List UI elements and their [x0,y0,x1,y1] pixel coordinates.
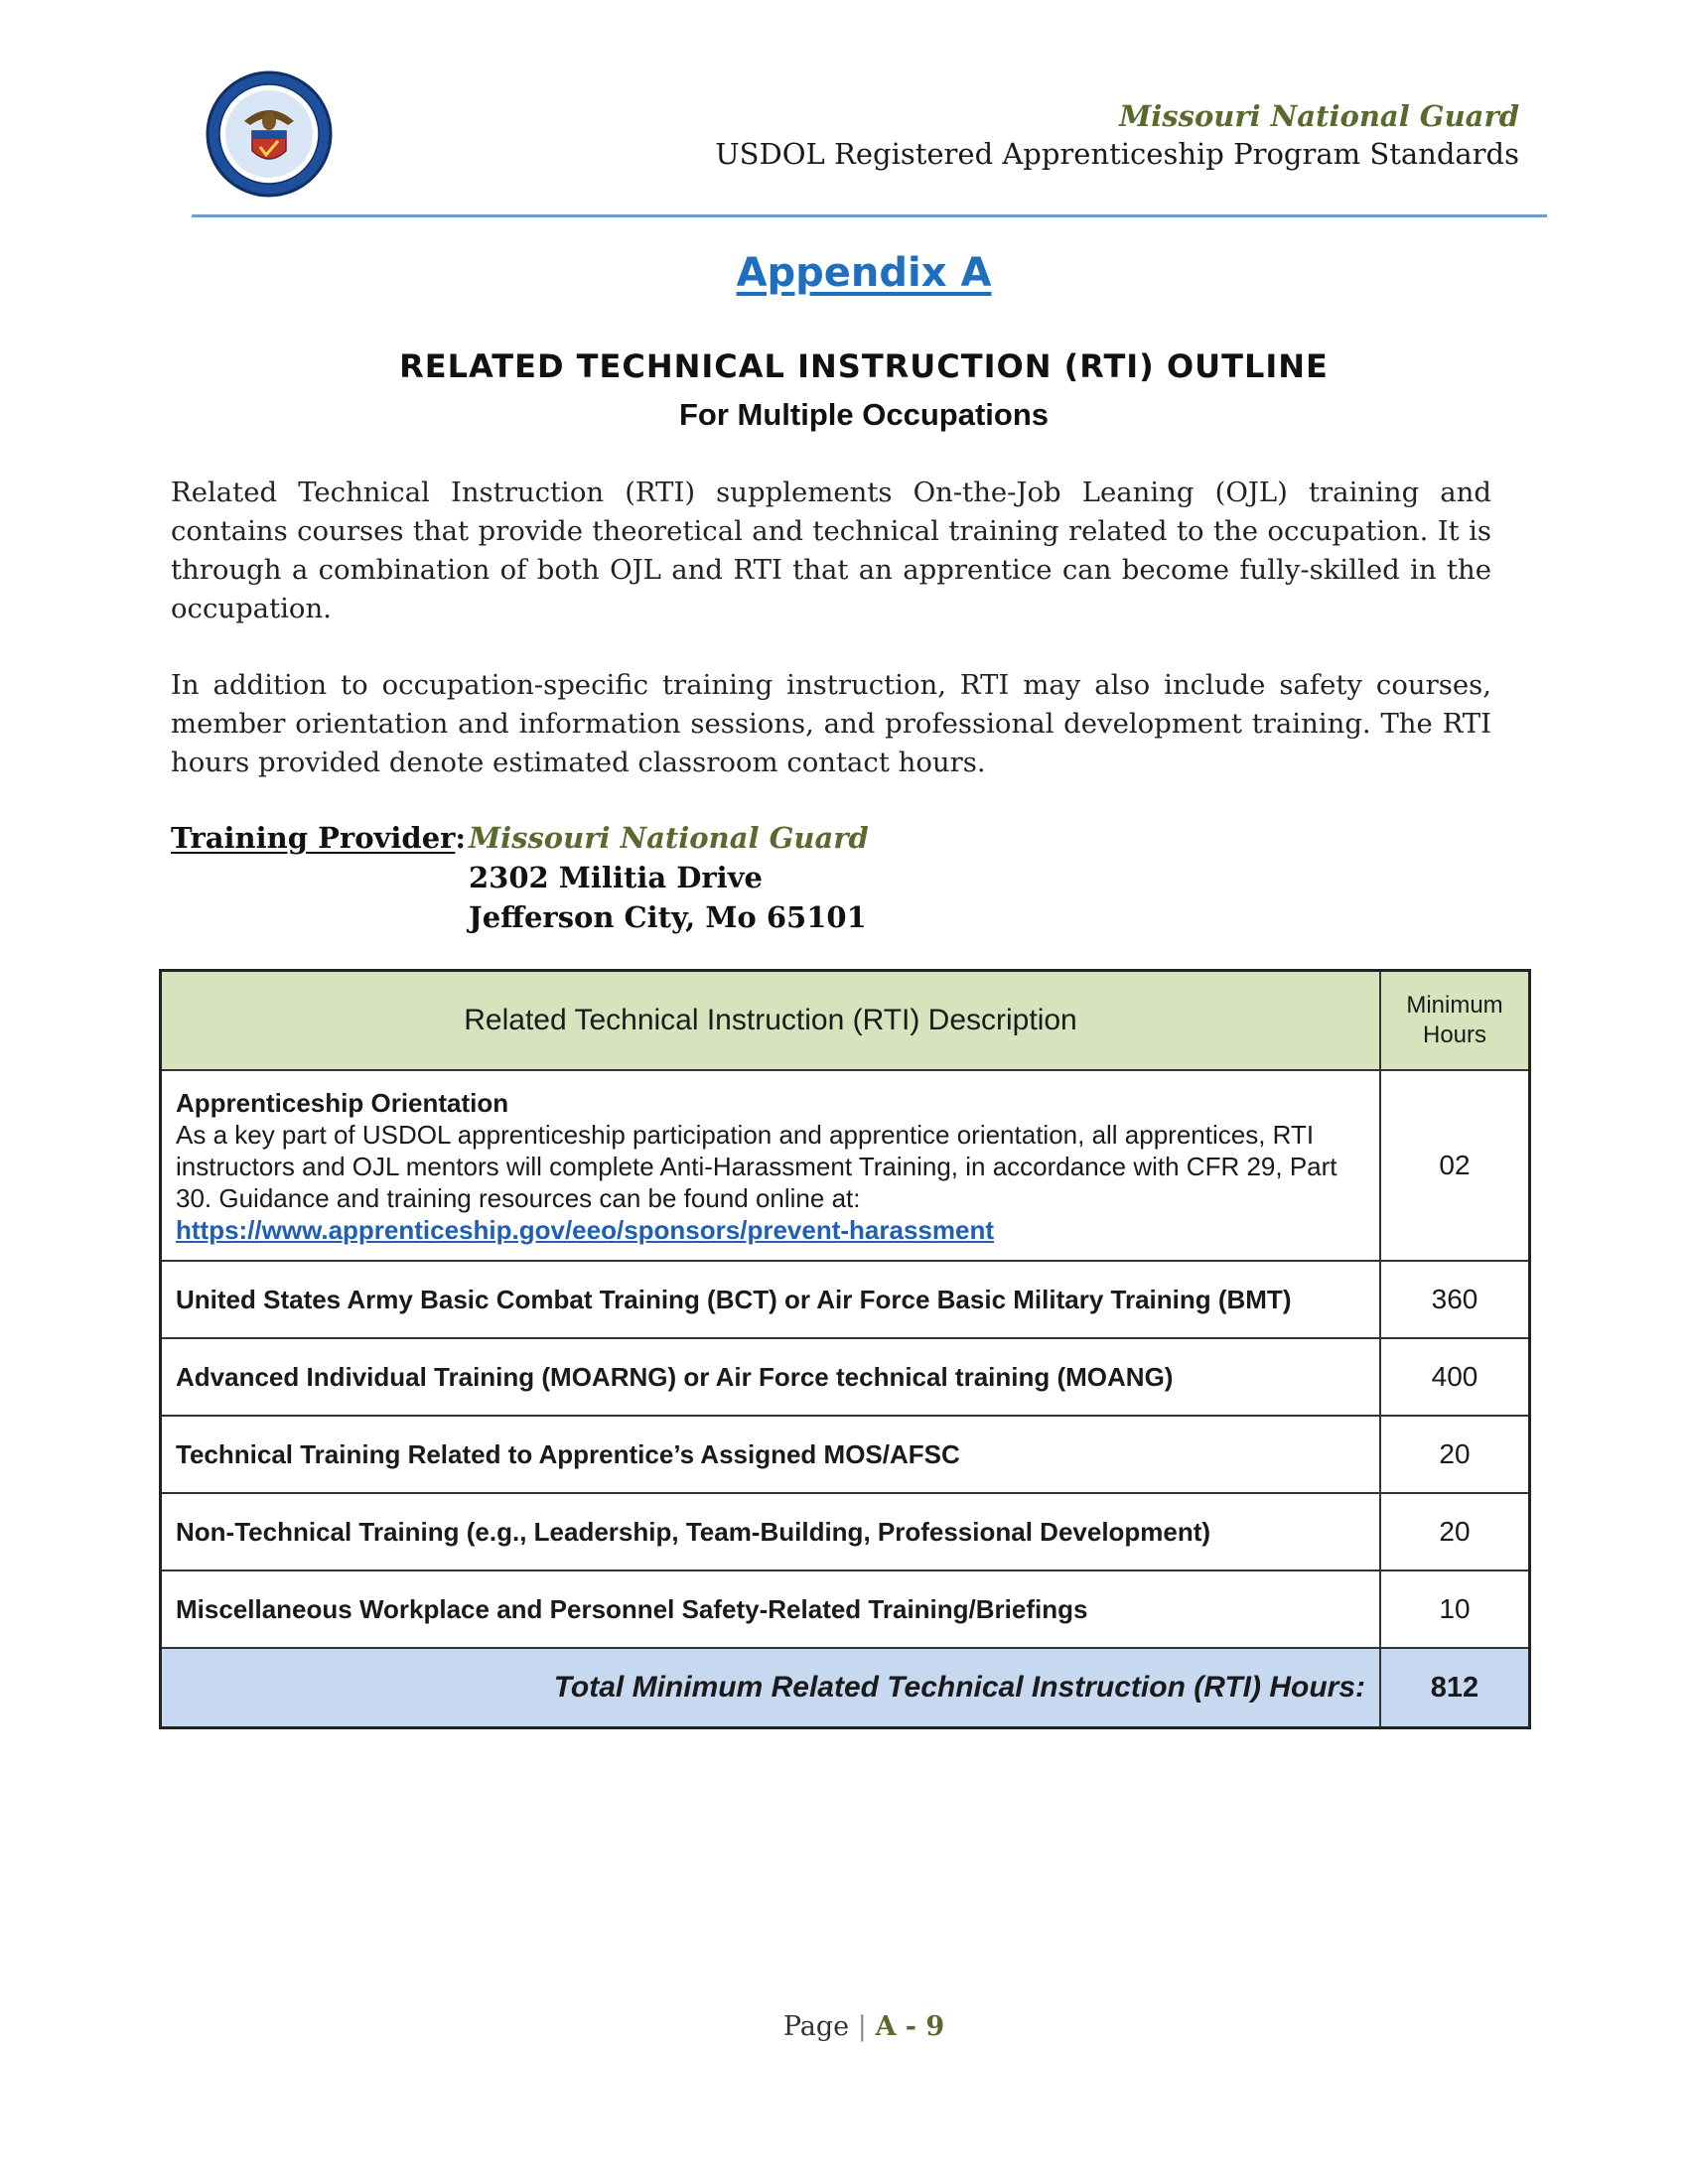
provider-address-line1: 2302 Militia Drive [469,861,764,894]
outline-title: RELATED TECHNICAL INSTRUCTION (RTI) OUTLINE [399,347,1329,385]
table-row [161,1493,1530,1570]
intro-paragraph: Related Technical Instruction (RTI) supplements On-the-Job Leaning (OJL) training and contains courses that provide theoretical and technical training related to the occupation. It is through a combination of both OJL and RTI that an apprentice can become fully-skilled in the occupation. [171,477,1491,624]
row-description: Non-Technical Training (e.g., Leadership, Team-Building, Professional Development) [161,1493,1381,1570]
table-row [161,1070,1530,1261]
rti-table [159,969,1531,1729]
header-hours-line1: Minimum [1406,992,1503,1019]
orientation-body: As a key part of USDOL apprenticeship participation and apprentice orientation, all apprentices, RTI instructors and OJL mentors will complete Anti-Harassment Training, in accordance with CFR 29, Part 30. Guidance and training resources can be found online at: [176,1120,1337,1213]
page-number: A - 9 [875,2011,945,2042]
row-hours: 10 [1380,1570,1530,1648]
table-row [161,1416,1530,1493]
appendix-title: Appendix A [736,250,992,296]
header-minimum-hours [1380,971,1530,1071]
row-hours: 20 [1380,1493,1530,1570]
provider-name: Missouri National Guard [469,821,869,855]
header-description: Related Technical Instruction (RTI) Description [161,971,1381,1071]
training-provider-block [171,818,869,934]
orientation-title: Apprenticeship Orientation [176,1088,509,1118]
table-row [161,1261,1530,1338]
outline-subtitle: For Multiple Occupations [678,397,1049,432]
department-of-labor-seal-icon [205,69,334,199]
header-divider [192,214,1547,217]
header-organization: Missouri National Guard [1119,99,1519,133]
row-hours: 20 [1380,1416,1530,1493]
row-hours: 360 [1380,1261,1530,1338]
table-row [161,1570,1530,1648]
table-header-row [161,971,1530,1071]
header-hours-line2: Hours [1422,1022,1487,1048]
table-row [161,1338,1530,1416]
total-value: 812 [1380,1648,1530,1728]
prevent-harassment-link[interactable]: https://www.apprenticeship.gov/eeo/sponsors/prevent-harassment [176,1215,994,1245]
page-separator: | [857,2011,867,2042]
provider-colon: : [455,821,467,855]
page-header [715,97,1519,173]
total-row [161,1648,1530,1728]
row-description: Advanced Individual Training (MOARNG) or Air Force technical training (MOANG) [161,1338,1381,1416]
row-description: Technical Training Related to Apprentice’s Assigned MOS/AFSC [161,1416,1381,1493]
provider-label: Training Provider [171,821,456,855]
page-label: Page [782,2011,850,2042]
total-label: Total Minimum Related Technical Instruction (RTI) Hours: [161,1648,1381,1728]
orientation-description [161,1070,1381,1261]
row-description: United States Army Basic Combat Training (BCT) or Air Force Basic Military Training (BMT) [161,1261,1381,1338]
row-hours: 400 [1380,1338,1530,1416]
header-subtitle: USDOL Registered Apprenticeship Program Standards [715,137,1519,171]
row-description: Miscellaneous Workplace and Personnel Safety-Related Training/Briefings [161,1570,1381,1648]
orientation-hours: 02 [1380,1070,1530,1261]
page-footer [0,2011,1688,2042]
provider-address-line2: Jefferson City, Mo 65101 [469,900,867,934]
additional-paragraph: In addition to occupation-specific training instruction, RTI may also include safety courses, member orientation and information sessions, and professional development training. The RTI hours provided denote estimated classroom contact hours. [171,669,1491,778]
